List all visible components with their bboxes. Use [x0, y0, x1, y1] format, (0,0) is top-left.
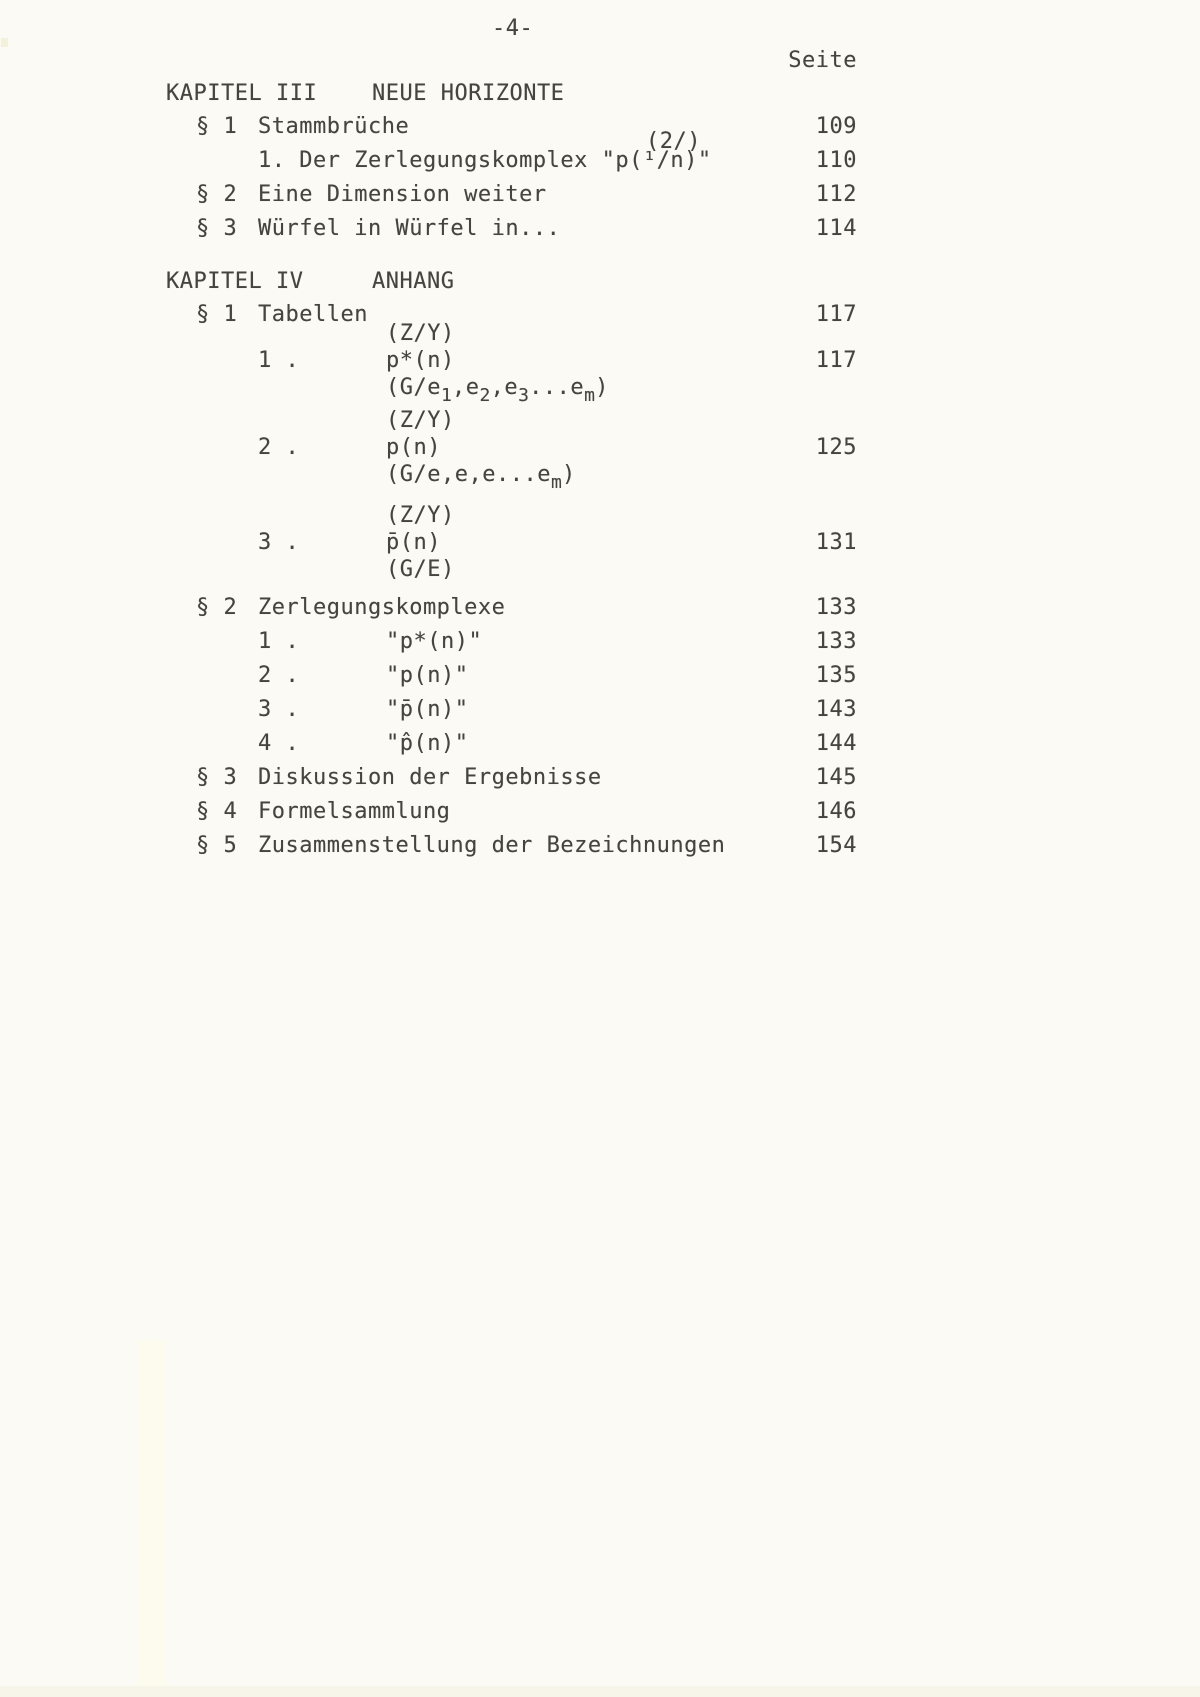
- formula-line: [166, 461, 857, 493]
- section-entry: [166, 829, 857, 863]
- formula-entry: [166, 625, 857, 659]
- toc-page-number: 114: [815, 216, 857, 241]
- toc-text: § 1: [196, 114, 238, 139]
- toc-text: Stammbrüche: [258, 114, 410, 139]
- section-entry: [166, 178, 857, 212]
- toc-text: Zerlegungskomplexe: [258, 595, 506, 620]
- toc-page-number: 109: [815, 114, 857, 139]
- toc-text: (2/): [646, 129, 701, 154]
- toc-text-sub: 1: [440, 385, 453, 406]
- toc-text-sub: m: [550, 472, 562, 493]
- toc-page-number: 112: [815, 182, 857, 207]
- section-entry: [166, 591, 857, 625]
- toc-page-number: 133: [815, 629, 857, 654]
- page-number-top: -4-: [492, 16, 534, 41]
- toc-text: 3 .: [258, 697, 300, 722]
- formula-entry: [166, 347, 857, 374]
- toc-text: § 4: [196, 799, 238, 824]
- toc-page-number: 145: [815, 765, 857, 790]
- toc-text: Diskussion der Ergebnisse: [258, 765, 602, 790]
- toc-text: p*(n): [386, 348, 455, 373]
- toc-text-segment: (G/e,e,e...e: [386, 462, 551, 487]
- formula-entry: [166, 727, 857, 761]
- toc-text: (Z/Y): [386, 408, 455, 433]
- toc-text: § 2: [196, 595, 238, 620]
- toc-page-number: 110: [815, 148, 857, 173]
- chapter-heading: [166, 266, 857, 298]
- toc-text: "p̂(n)": [386, 731, 469, 756]
- toc-text: § 5: [196, 833, 238, 858]
- toc-text-sub: 3: [518, 385, 530, 406]
- formula-line: [166, 407, 857, 434]
- toc-text: 1. Der Zerlegungskomplex "p(¹/n)": [258, 148, 712, 173]
- formula-line: [166, 320, 857, 347]
- toc-text: "p*(n)": [386, 629, 483, 654]
- toc-text: KAPITEL IV: [166, 269, 304, 294]
- formula-entry: [166, 434, 857, 461]
- toc-text: § 2: [196, 182, 238, 207]
- toc-text: 4 .: [258, 731, 300, 756]
- toc-text-segment: ,e: [490, 375, 519, 400]
- toc-text: p(n): [386, 435, 441, 460]
- toc-page-number: 144: [815, 731, 857, 756]
- toc-text: [386, 374, 609, 406]
- toc-text: 2 .: [258, 435, 300, 460]
- formula-line: [166, 502, 857, 529]
- toc-text: Tabellen: [258, 302, 368, 327]
- toc-text: [386, 461, 576, 493]
- toc-text: 2 .: [258, 663, 300, 688]
- toc-page-number: 125: [815, 435, 857, 460]
- toc-text-segment: ): [562, 462, 576, 487]
- section-entry: [166, 212, 857, 246]
- toc-page-number: 146: [815, 799, 857, 824]
- page-column-header: Seite: [788, 48, 857, 73]
- toc-text: (G/E): [386, 557, 455, 582]
- toc-text: Eine Dimension weiter: [258, 182, 547, 207]
- toc-text-sub: m: [584, 385, 596, 406]
- toc-text-segment: (G/e: [386, 375, 441, 400]
- toc-text: Zusammenstellung der Bezeichnungen: [258, 833, 726, 858]
- formula-line: [166, 374, 857, 406]
- toc-text: p̄(n): [386, 530, 441, 555]
- toc-text: Formelsammlung: [258, 799, 451, 824]
- toc-page-number: 133: [815, 595, 857, 620]
- toc-text: (Z/Y): [386, 503, 455, 528]
- toc-text: 1 .: [258, 629, 300, 654]
- sub-entry: [166, 129, 857, 178]
- section-entry: [166, 110, 857, 144]
- scan-artifact-edge-dot: [1, 38, 8, 47]
- chapter-heading: [166, 78, 857, 110]
- table-of-contents: [166, 78, 857, 863]
- section-entry: [166, 795, 857, 829]
- toc-text: Würfel in Würfel in...: [258, 216, 561, 241]
- toc-page-number: 135: [815, 663, 857, 688]
- toc-text: § 3: [196, 216, 238, 241]
- section-entry: [166, 761, 857, 795]
- toc-text: (Z/Y): [386, 321, 455, 346]
- toc-text: 3 .: [258, 530, 300, 555]
- formula-line: [166, 556, 857, 583]
- formula-entry: [166, 529, 857, 556]
- toc-page-number: 143: [815, 697, 857, 722]
- toc-text-segment: ,e: [452, 375, 480, 400]
- toc-page-number: 117: [815, 302, 857, 327]
- toc-text: 1 .: [258, 348, 300, 373]
- formula-entry: [166, 693, 857, 727]
- toc-text: § 3: [196, 765, 238, 790]
- toc-page-number: 117: [815, 348, 857, 373]
- toc-text: "p(n)": [386, 663, 469, 688]
- scan-artifact-bottom-band: [0, 1686, 1200, 1697]
- toc-text: "p̄(n)": [386, 697, 469, 722]
- toc-page-number: 131: [815, 530, 857, 555]
- toc-page-number: 154: [815, 833, 857, 858]
- toc-text-sub: 2: [479, 385, 491, 406]
- toc-text-segment: ...e: [529, 375, 585, 400]
- toc-text: NEUE HORIZONTE: [372, 81, 565, 106]
- toc-text: § 1: [196, 302, 238, 327]
- toc-text-segment: ): [595, 375, 609, 400]
- scan-artifact-left-strip: [138, 1340, 166, 1697]
- formula-entry: [166, 659, 857, 693]
- toc-text: ANHANG: [372, 269, 455, 294]
- toc-text: KAPITEL III: [166, 81, 318, 106]
